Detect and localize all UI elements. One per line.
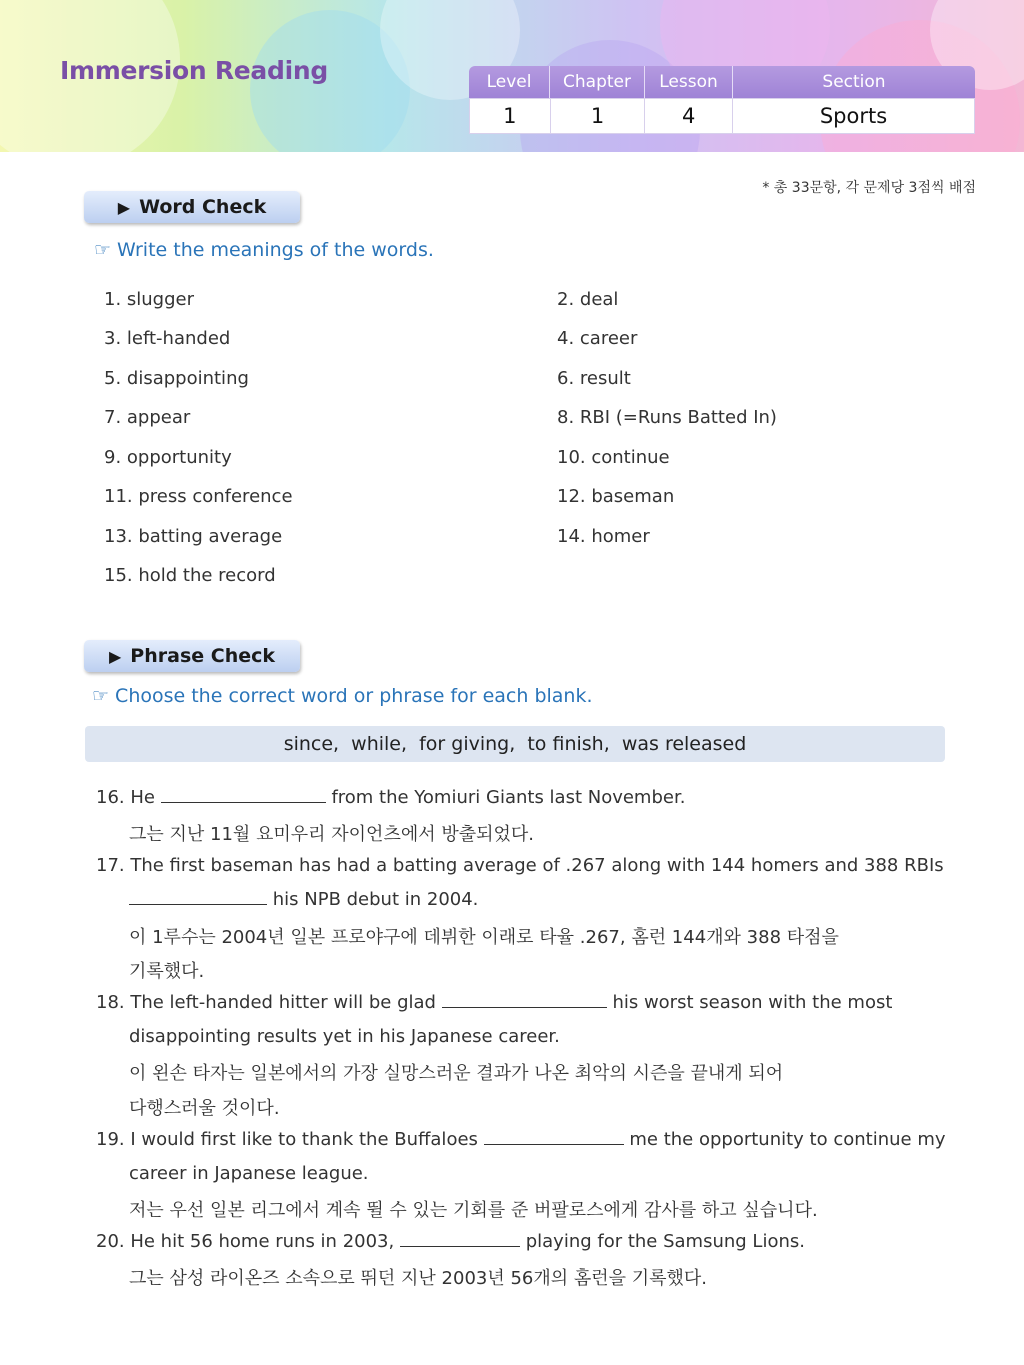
pointing-hand-icon: ☞ (92, 685, 110, 707)
word-check-label: Word Check (139, 196, 267, 218)
word-item: 9. opportunity (104, 447, 232, 468)
question-16 (96, 787, 685, 808)
q18-translation-2: 다행스러울 것이다. (129, 1098, 280, 1119)
word-item: 13. batting average (104, 526, 283, 547)
q16-blank[interactable] (161, 788, 326, 803)
chapter-value: 1 (551, 99, 646, 133)
phrase-check-label: Phrase Check (130, 645, 276, 667)
word-item: 6. result (557, 368, 631, 389)
q20-text-a: 20. He hit 56 home runs in 2003, (96, 1231, 395, 1252)
level-header: Level (469, 66, 550, 98)
word-check-instruction (94, 239, 434, 261)
question-17-cont (129, 889, 478, 910)
section-value: Sports (819, 104, 888, 128)
word-item: 3. left-handed (104, 328, 231, 349)
question-18 (96, 992, 892, 1013)
word-bank-text: since, while, for giving, to finish, was released (283, 733, 747, 755)
word-check-instruction-text: Write the meanings of the words. (117, 239, 434, 261)
q17-text-a: 17. The first baseman has had a batting average of .267 along with 144 homers and 388 RBIs (96, 855, 944, 876)
q17-text-b: his NPB debut in 2004. (272, 889, 479, 910)
q16-text-b: from the Yomiuri Giants last November. (331, 787, 686, 808)
word-item: 10. continue (557, 447, 670, 468)
pointing-hand-icon: ☞ (94, 239, 112, 261)
q17-blank[interactable] (129, 890, 267, 905)
lesson-value: 4 (645, 99, 733, 133)
phrase-check-heading (84, 640, 300, 672)
word-item: 15. hold the record (104, 565, 276, 586)
lesson-info-table (469, 66, 975, 134)
level-value: 1 (470, 99, 551, 133)
q18-text-c: disappointing results yet in his Japanese career. (129, 1026, 560, 1047)
q17-translation-2: 기록했다. (129, 961, 205, 982)
word-check-heading (84, 191, 300, 223)
word-item: 8. RBI (=Runs Batted In) (557, 407, 777, 428)
word-item: 14. homer (557, 526, 650, 547)
play-triangle-icon: ▶ (117, 197, 131, 217)
q16-translation: 그는 지난 11월 요미우리 자이언츠에서 방출되었다. (129, 824, 534, 845)
q18-text-a: 18. The left-handed hitter will be glad (96, 992, 436, 1013)
q20-text-b: playing for the Samsung Lions. (525, 1231, 805, 1252)
word-item: 7. appear (104, 407, 191, 428)
word-item: 11. press conference (104, 486, 293, 507)
q19-text-c: career in Japanese league. (129, 1163, 369, 1184)
q18-text-b: his worst season with the most (612, 992, 893, 1013)
brand-title: Immersion Reading (60, 56, 328, 85)
word-item: 12. baseman (557, 486, 675, 507)
q18-blank[interactable] (442, 993, 607, 1008)
phrase-check-instruction (92, 685, 593, 707)
word-item: 1. slugger (104, 289, 195, 310)
q18-translation-1: 이 왼손 타자는 일본에서의 가장 실망스러운 결과가 나온 최악의 시즌을 끝내게 되어 (129, 1063, 784, 1084)
chapter-header: Chapter (550, 66, 645, 98)
play-triangle-icon: ▶ (108, 646, 122, 666)
q17-translation-1: 이 1루수는 2004년 일본 프로야구에 데뷔한 이래로 타율 .267, 홈런 144개와 388 타점을 (129, 927, 839, 948)
q19-blank[interactable] (484, 1130, 624, 1145)
word-item: 5. disappointing (104, 368, 249, 389)
q20-blank[interactable] (400, 1232, 520, 1247)
phrase-check-instruction-text: Choose the correct word or phrase for each blank. (115, 685, 593, 707)
word-item: 4. career (557, 328, 638, 349)
word-bank (85, 726, 945, 762)
lesson-header: Lesson (645, 66, 733, 98)
section-header: Section (822, 72, 886, 92)
q19-text-b: me the opportunity to continue my (629, 1129, 946, 1150)
q20-translation: 그는 삼성 라이온즈 소속으로 뛰던 지난 2003년 56개의 홈런을 기록했다. (129, 1268, 708, 1289)
scoring-note: * 총 33문항, 각 문제당 3점씩 배점 (762, 180, 976, 196)
q16-text-a: 16. He (96, 787, 155, 808)
q19-text-a: 19. I would first like to thank the Buffaloes (96, 1129, 478, 1150)
header-banner (0, 0, 1024, 152)
word-item: 2. deal (557, 289, 619, 310)
question-20 (96, 1231, 805, 1252)
q19-translation: 저는 우선 일본 리그에서 계속 뛸 수 있는 기회를 준 버팔로스에게 감사를 하고 싶습니다. (129, 1200, 818, 1221)
question-19 (96, 1129, 946, 1150)
